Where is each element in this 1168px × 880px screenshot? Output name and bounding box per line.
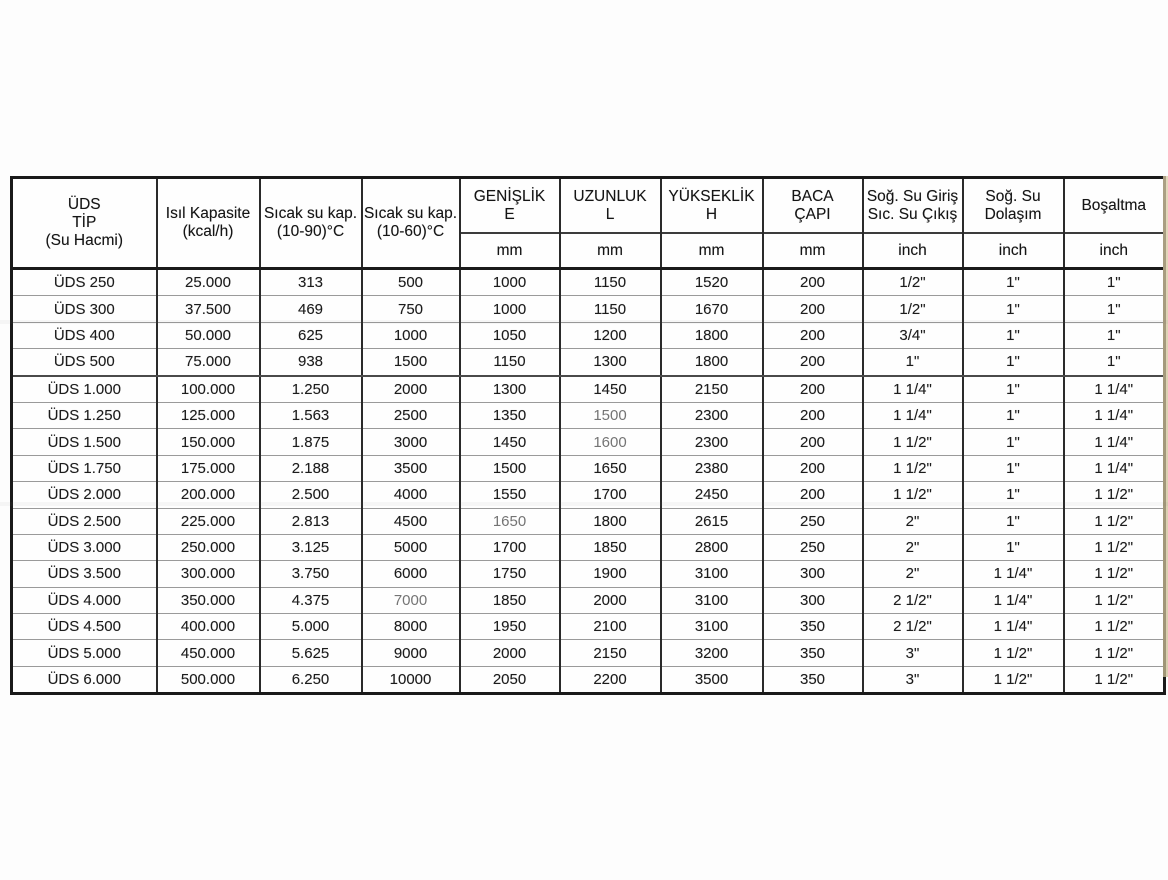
row-model-cell: ÜDS 3.500: [12, 561, 157, 587]
value-cell: 2 1/2": [863, 614, 963, 640]
header-line: ÇAPI: [794, 205, 831, 223]
value-cell: 200: [763, 269, 863, 296]
value-cell: 200: [763, 376, 863, 403]
value-cell: 200: [763, 429, 863, 455]
table-row: [12, 296, 1165, 322]
value-cell: 1 1/4": [963, 587, 1064, 613]
value-cell: 2.500: [260, 482, 362, 508]
value-cell: 400.000: [157, 614, 260, 640]
value-cell: 1": [1064, 296, 1165, 322]
col-header-sicak-su-90: [260, 178, 362, 269]
col-header-baca-capi: [763, 178, 863, 234]
header-line: UZUNLUK: [573, 187, 647, 205]
value-cell: 1": [1064, 349, 1165, 376]
value-cell: 1": [863, 349, 963, 376]
value-cell: 4000: [362, 482, 460, 508]
value-cell: 5000: [362, 534, 460, 560]
value-cell: 100.000: [157, 376, 260, 403]
value-cell: 1 1/2": [1064, 508, 1165, 534]
value-cell: 200.000: [157, 482, 260, 508]
unit-cell: mm: [560, 233, 661, 269]
value-cell: 1350: [460, 402, 560, 428]
value-cell: 4.375: [260, 587, 362, 613]
value-cell: 200: [763, 349, 863, 376]
value-cell: 3100: [661, 614, 763, 640]
value-cell: 200: [763, 322, 863, 348]
value-cell: 3500: [661, 666, 763, 693]
value-cell: 2300: [661, 402, 763, 428]
value-cell: 1700: [460, 534, 560, 560]
value-cell: 2000: [560, 587, 661, 613]
value-cell: 1": [963, 296, 1064, 322]
value-cell: 625: [260, 322, 362, 348]
header-line: BACA: [791, 187, 834, 205]
header-line: Boşaltma: [1081, 196, 1147, 214]
table-row: [12, 429, 1165, 455]
value-cell: 1000: [460, 269, 560, 296]
value-cell: 1520: [661, 269, 763, 296]
value-cell: 1500: [460, 455, 560, 481]
row-model-cell: ÜDS 3.000: [12, 534, 157, 560]
value-cell: 1.563: [260, 402, 362, 428]
value-cell: 5.625: [260, 640, 362, 666]
row-model-cell: ÜDS 1.500: [12, 429, 157, 455]
value-cell: 750: [362, 296, 460, 322]
value-cell: 6.250: [260, 666, 362, 693]
table-row: [12, 349, 1165, 376]
value-cell: 1": [1064, 269, 1165, 296]
row-model-cell: ÜDS 6.000: [12, 666, 157, 693]
unit-cell: inch: [1064, 233, 1165, 269]
value-cell: 1000: [460, 296, 560, 322]
header-line: Isıl Kapasite: [165, 205, 251, 222]
value-cell: 1650: [560, 455, 661, 481]
scan-edge-artifact: [1163, 176, 1168, 677]
value-cell: 1 1/2": [1064, 561, 1165, 587]
value-cell: 2150: [661, 376, 763, 403]
value-cell: 1700: [560, 482, 661, 508]
value-cell: 3200: [661, 640, 763, 666]
value-cell: 225.000: [157, 508, 260, 534]
value-cell: 469: [260, 296, 362, 322]
value-cell: 1000: [362, 322, 460, 348]
header-line: L: [605, 205, 615, 223]
spec-table-body: [12, 269, 1165, 694]
header-line: TİP: [72, 214, 97, 231]
value-cell: 1 1/4": [963, 561, 1064, 587]
header-line: ÜDS: [67, 196, 101, 213]
value-cell: 3100: [661, 587, 763, 613]
row-model-cell: ÜDS 1.000: [12, 376, 157, 403]
header-line: YÜKSEKLİK: [668, 187, 755, 205]
row-model-cell: ÜDS 2.500: [12, 508, 157, 534]
value-cell: 1 1/2": [963, 666, 1064, 693]
value-cell: 1": [963, 534, 1064, 560]
value-cell: 2000: [460, 640, 560, 666]
col-header-uzunluk: [560, 178, 661, 234]
header-line: Sıcak su kap.: [363, 205, 458, 222]
header-line: E: [504, 205, 515, 223]
value-cell: 200: [763, 402, 863, 428]
value-cell: 25.000: [157, 269, 260, 296]
value-cell: 1450: [560, 376, 661, 403]
value-cell: 1.250: [260, 376, 362, 403]
value-cell: 2": [863, 561, 963, 587]
value-cell: 300: [763, 587, 863, 613]
value-cell: 1550: [460, 482, 560, 508]
header-line: Soğ. Su: [985, 187, 1041, 205]
row-model-cell: ÜDS 500: [12, 349, 157, 376]
value-cell: 3.125: [260, 534, 362, 560]
header-line: (10-60)°C: [376, 223, 445, 240]
value-cell: 2": [863, 534, 963, 560]
value-cell: 1 1/2": [1064, 666, 1165, 693]
value-cell: 1 1/4": [1064, 402, 1165, 428]
table-row: [12, 561, 1165, 587]
table-row: [12, 322, 1165, 348]
value-cell: 1": [963, 349, 1064, 376]
header-line: Dolaşım: [984, 205, 1042, 223]
header-line: H: [705, 205, 718, 223]
value-cell: 1": [963, 269, 1064, 296]
value-cell: 2050: [460, 666, 560, 693]
row-model-cell: ÜDS 300: [12, 296, 157, 322]
value-cell: 250.000: [157, 534, 260, 560]
col-header-genislik: [460, 178, 560, 234]
value-cell: 1850: [460, 587, 560, 613]
value-cell: 1 1/2": [1064, 534, 1165, 560]
value-cell: 6000: [362, 561, 460, 587]
value-cell: 150.000: [157, 429, 260, 455]
value-cell: 3": [863, 640, 963, 666]
table-row: [12, 666, 1165, 693]
value-cell: 3000: [362, 429, 460, 455]
col-header-isil-kapasite: [157, 178, 260, 269]
col-header-yukseklik: [661, 178, 763, 234]
value-cell: 350: [763, 666, 863, 693]
value-cell: 1 1/4": [1064, 455, 1165, 481]
row-model-cell: ÜDS 400: [12, 322, 157, 348]
value-cell: 1850: [560, 534, 661, 560]
table-row: [12, 534, 1165, 560]
value-cell: 2000: [362, 376, 460, 403]
value-cell: 3/4": [863, 322, 963, 348]
value-cell: 75.000: [157, 349, 260, 376]
value-cell: 1 1/2": [963, 640, 1064, 666]
value-cell: 1800: [560, 508, 661, 534]
header-line: Sıc. Su Çıkış: [867, 205, 958, 223]
value-cell: 1650: [460, 508, 560, 534]
header-name-row: [12, 178, 1165, 234]
value-cell: 350: [763, 640, 863, 666]
value-cell: 500.000: [157, 666, 260, 693]
value-cell: 1150: [560, 296, 661, 322]
value-cell: 2615: [661, 508, 763, 534]
value-cell: 1750: [460, 561, 560, 587]
value-cell: 2": [863, 508, 963, 534]
spec-table: [10, 176, 1166, 695]
value-cell: 350: [763, 614, 863, 640]
value-cell: 2200: [560, 666, 661, 693]
value-cell: 2.188: [260, 455, 362, 481]
value-cell: 313: [260, 269, 362, 296]
value-cell: 1 1/2": [1064, 614, 1165, 640]
value-cell: 1": [963, 455, 1064, 481]
value-cell: 1/2": [863, 269, 963, 296]
value-cell: 1 1/4": [1064, 429, 1165, 455]
value-cell: 1": [963, 508, 1064, 534]
value-cell: 3100: [661, 561, 763, 587]
table-row: [12, 587, 1165, 613]
value-cell: 2800: [661, 534, 763, 560]
value-cell: 1 1/2": [863, 455, 963, 481]
value-cell: 3500: [362, 455, 460, 481]
table-row: [12, 508, 1165, 534]
table-row: [12, 482, 1165, 508]
value-cell: 7000: [362, 587, 460, 613]
value-cell: 1450: [460, 429, 560, 455]
value-cell: 1050: [460, 322, 560, 348]
value-cell: 350.000: [157, 587, 260, 613]
col-header-uds-tip: [12, 178, 157, 269]
value-cell: 1300: [560, 349, 661, 376]
value-cell: 1": [963, 322, 1064, 348]
value-cell: 200: [763, 296, 863, 322]
value-cell: 1 1/4": [863, 402, 963, 428]
value-cell: 9000: [362, 640, 460, 666]
row-model-cell: ÜDS 1.250: [12, 402, 157, 428]
value-cell: 1 1/2": [863, 482, 963, 508]
col-header-bosaltma: [1064, 178, 1165, 234]
value-cell: 50.000: [157, 322, 260, 348]
table-row: [12, 455, 1165, 481]
spec-table-container: [10, 176, 1166, 695]
value-cell: 1 1/4": [963, 614, 1064, 640]
value-cell: 1": [963, 402, 1064, 428]
value-cell: 1": [1064, 322, 1165, 348]
table-row: [12, 640, 1165, 666]
value-cell: 938: [260, 349, 362, 376]
value-cell: 2.813: [260, 508, 362, 534]
value-cell: 2100: [560, 614, 661, 640]
value-cell: 1": [963, 482, 1064, 508]
unit-cell: mm: [661, 233, 763, 269]
value-cell: 1 1/4": [863, 376, 963, 403]
value-cell: 2380: [661, 455, 763, 481]
value-cell: 2150: [560, 640, 661, 666]
col-header-sicak-su-60: [362, 178, 460, 269]
value-cell: 1 1/2": [1064, 587, 1165, 613]
value-cell: 3": [863, 666, 963, 693]
header-line: (Su Hacmi): [45, 232, 123, 249]
value-cell: 300.000: [157, 561, 260, 587]
header-line: (kcal/h): [182, 223, 234, 240]
value-cell: 1": [963, 429, 1064, 455]
value-cell: 1800: [661, 322, 763, 348]
value-cell: 1500: [560, 402, 661, 428]
value-cell: 2 1/2": [863, 587, 963, 613]
row-model-cell: ÜDS 4.500: [12, 614, 157, 640]
value-cell: 1 1/2": [863, 429, 963, 455]
row-model-cell: ÜDS 250: [12, 269, 157, 296]
row-model-cell: ÜDS 2.000: [12, 482, 157, 508]
unit-cell: mm: [763, 233, 863, 269]
value-cell: 250: [763, 534, 863, 560]
spec-table-head: [12, 178, 1165, 269]
value-cell: 4500: [362, 508, 460, 534]
value-cell: 1150: [560, 269, 661, 296]
unit-cell: inch: [963, 233, 1064, 269]
row-model-cell: ÜDS 4.000: [12, 587, 157, 613]
value-cell: 10000: [362, 666, 460, 693]
unit-cell: mm: [460, 233, 560, 269]
header-line: Sıcak su kap.: [263, 205, 358, 222]
value-cell: 3.750: [260, 561, 362, 587]
value-cell: 1500: [362, 349, 460, 376]
value-cell: 200: [763, 455, 863, 481]
col-header-sog-su-giris: [863, 178, 963, 234]
value-cell: 1800: [661, 349, 763, 376]
value-cell: 1150: [460, 349, 560, 376]
unit-cell: inch: [863, 233, 963, 269]
value-cell: 2300: [661, 429, 763, 455]
value-cell: 1/2": [863, 296, 963, 322]
header-line: GENİŞLİK: [473, 187, 546, 205]
value-cell: 1 1/2": [1064, 640, 1165, 666]
value-cell: 37.500: [157, 296, 260, 322]
value-cell: 200: [763, 482, 863, 508]
value-cell: 250: [763, 508, 863, 534]
table-row: [12, 402, 1165, 428]
value-cell: 5.000: [260, 614, 362, 640]
header-line: (10-90)°C: [276, 223, 345, 240]
value-cell: 2450: [661, 482, 763, 508]
table-row: [12, 376, 1165, 403]
value-cell: 175.000: [157, 455, 260, 481]
value-cell: 8000: [362, 614, 460, 640]
value-cell: 2500: [362, 402, 460, 428]
value-cell: 300: [763, 561, 863, 587]
value-cell: 1.875: [260, 429, 362, 455]
value-cell: 1": [963, 376, 1064, 403]
value-cell: 1600: [560, 429, 661, 455]
col-header-sog-su-dolasim: [963, 178, 1064, 234]
value-cell: 500: [362, 269, 460, 296]
value-cell: 1 1/2": [1064, 482, 1165, 508]
table-row: [12, 614, 1165, 640]
value-cell: 1 1/4": [1064, 376, 1165, 403]
value-cell: 1900: [560, 561, 661, 587]
value-cell: 1200: [560, 322, 661, 348]
value-cell: 125.000: [157, 402, 260, 428]
row-model-cell: ÜDS 1.750: [12, 455, 157, 481]
value-cell: 1950: [460, 614, 560, 640]
header-line: Soğ. Su Giriş: [866, 187, 959, 205]
row-model-cell: ÜDS 5.000: [12, 640, 157, 666]
table-row: [12, 269, 1165, 296]
value-cell: 1300: [460, 376, 560, 403]
value-cell: 1670: [661, 296, 763, 322]
value-cell: 450.000: [157, 640, 260, 666]
